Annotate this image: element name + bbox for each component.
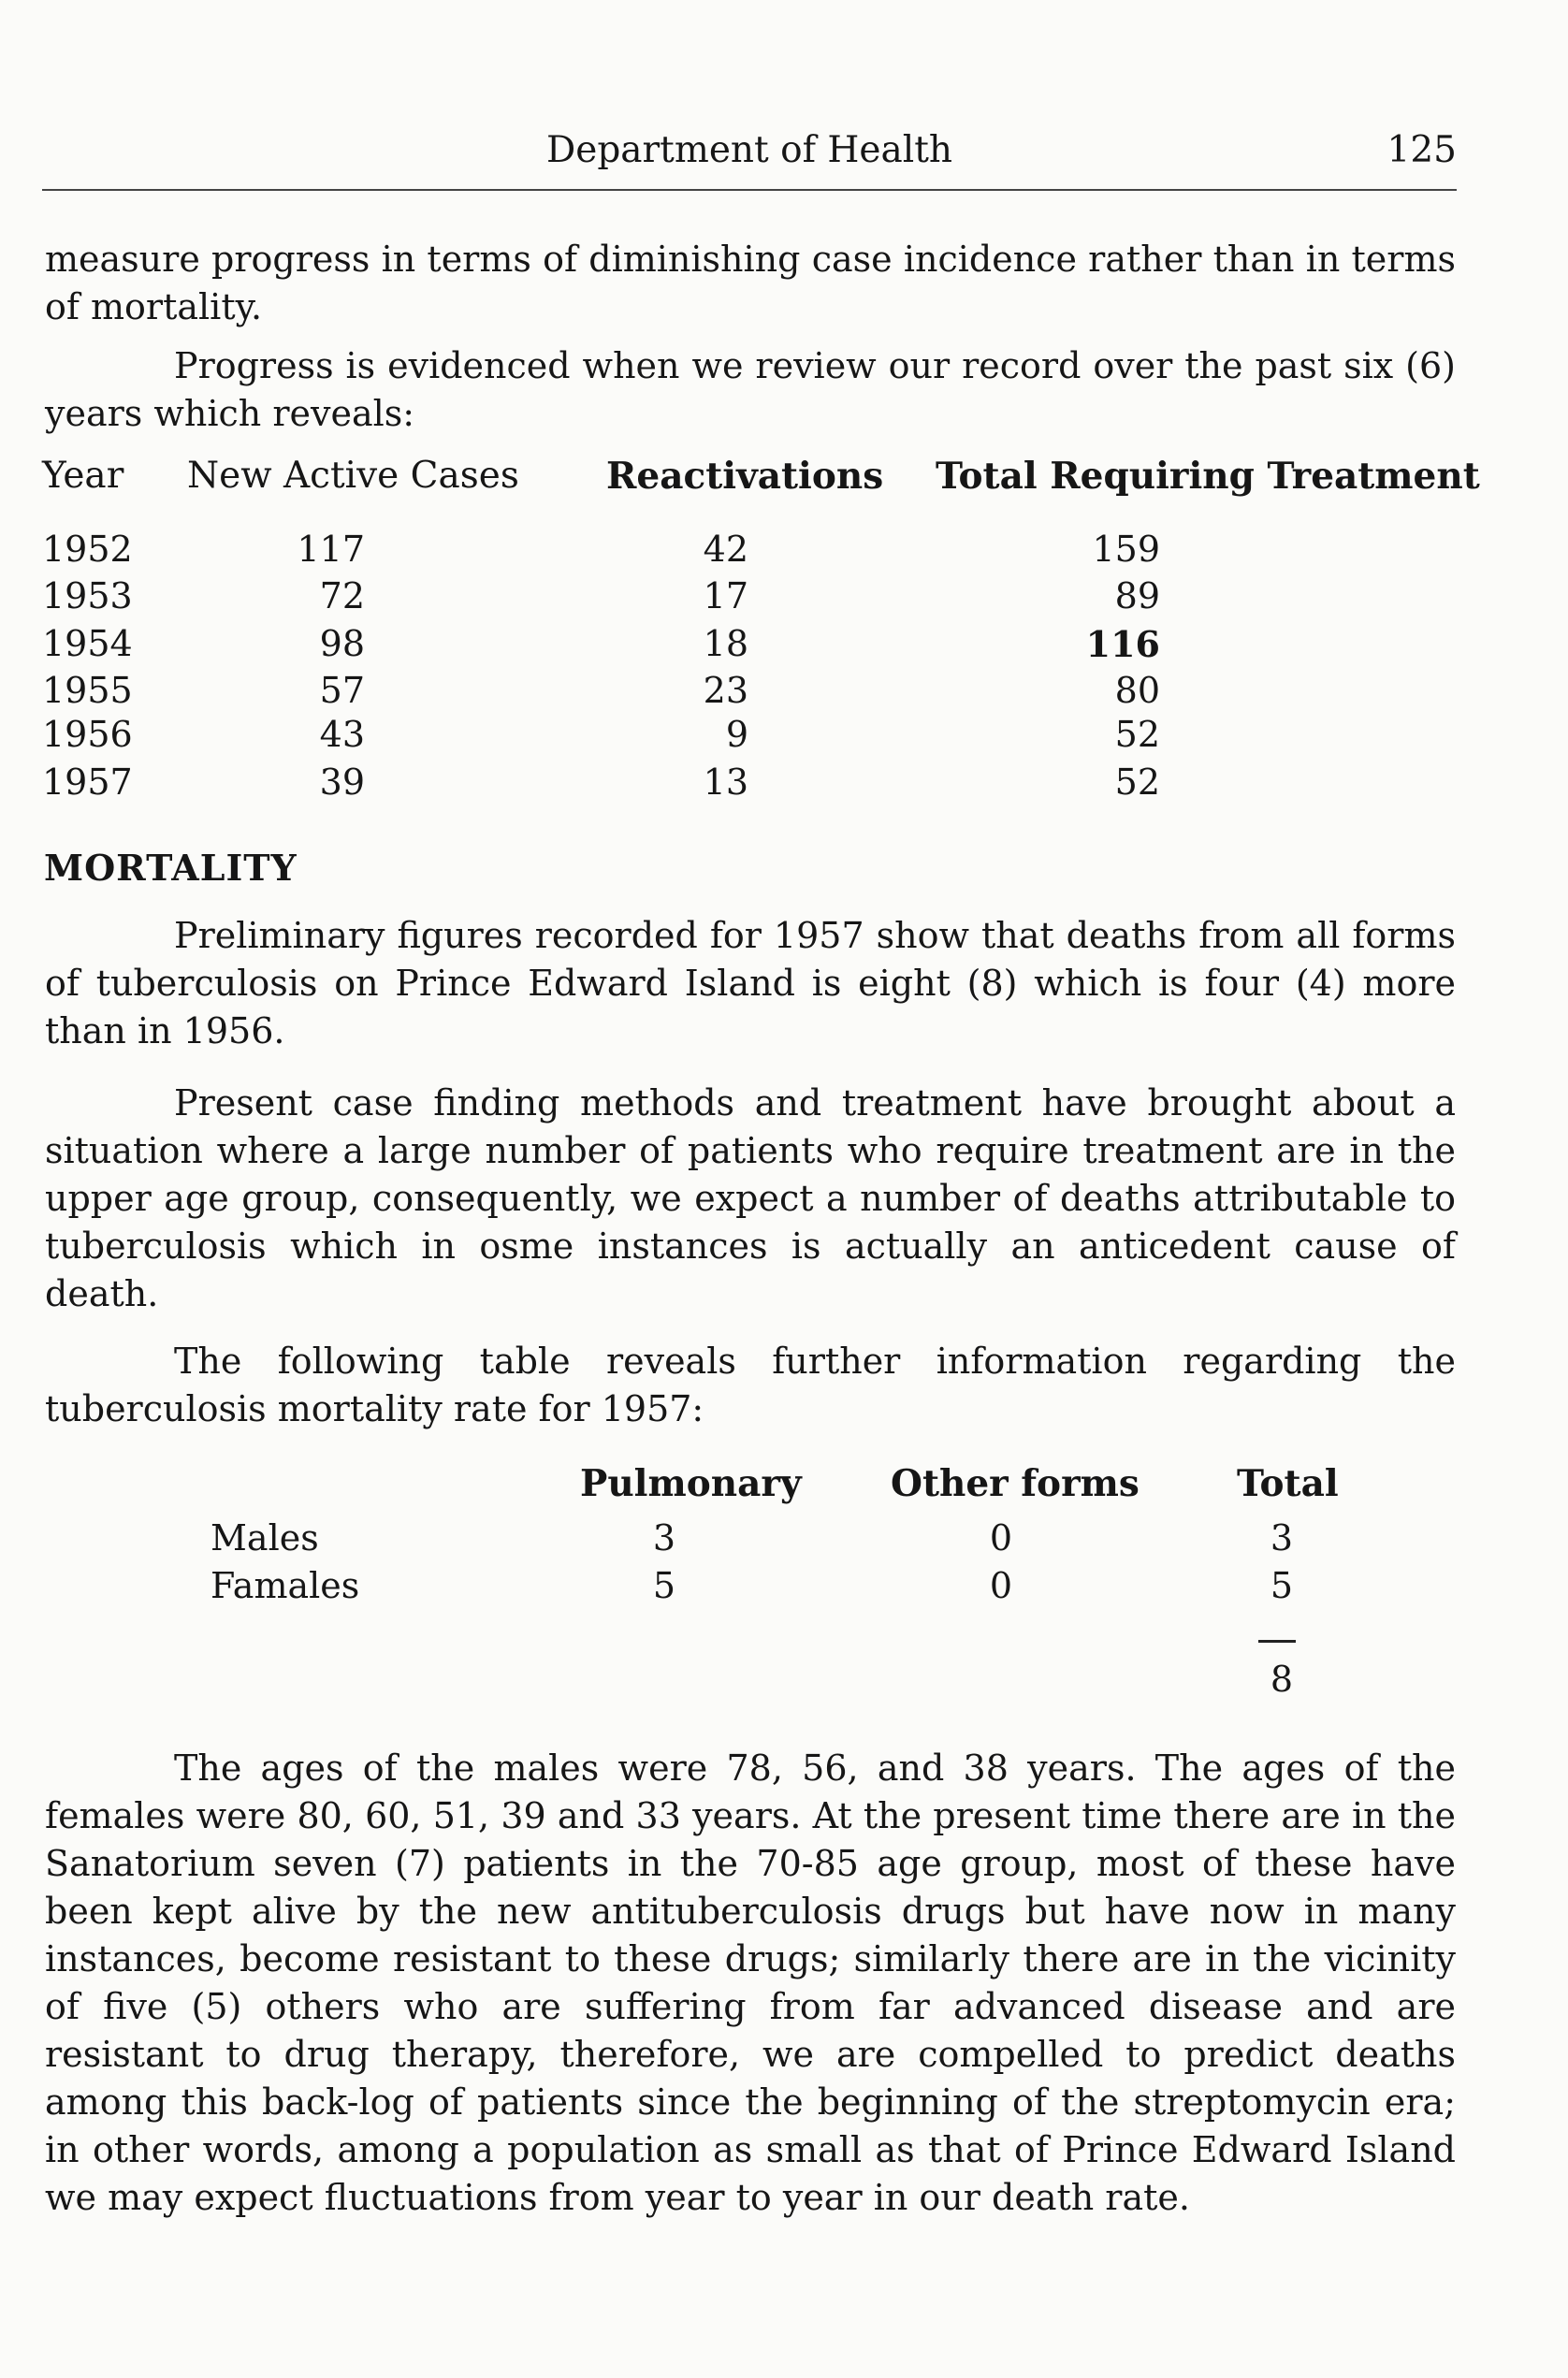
year-cell: 1956 bbox=[42, 714, 133, 755]
total-cell: 3 bbox=[1270, 1517, 1294, 1559]
year-cell: 1952 bbox=[42, 529, 133, 570]
pulmonary-cell: 3 bbox=[652, 1517, 676, 1559]
reactivations-cell: 18 bbox=[703, 623, 748, 664]
total-cell: 159 bbox=[1092, 529, 1160, 570]
mortality-paragraph-2: Present case finding methods and treatment have brought about a situation where a large number of patients who require treatment are in the upper age group, consequently, we expect a number of deaths attributable to tuberculosis which in osme instances is actually an anticedent cause of death. bbox=[45, 1082, 1456, 1314]
total-cell: 89 bbox=[1114, 575, 1160, 616]
reactivations-cell: 13 bbox=[703, 761, 748, 803]
pulmonary-cell: 5 bbox=[652, 1565, 676, 1606]
col-header-total: Total bbox=[1237, 1462, 1339, 1505]
new-active-cell: 39 bbox=[319, 761, 365, 803]
grand-total-cell: 8 bbox=[1270, 1659, 1294, 1700]
year-cell: 1957 bbox=[42, 761, 133, 803]
year-cell: 1953 bbox=[42, 575, 133, 616]
col-header-pulmonary: Pulmonary bbox=[580, 1462, 802, 1505]
reactivations-cell: 17 bbox=[703, 575, 748, 616]
mortality-heading: MORTALITY bbox=[44, 847, 298, 889]
new-active-cell: 57 bbox=[319, 670, 365, 711]
col-header-reactivations: Reactivations bbox=[606, 455, 884, 498]
page-number: 125 bbox=[1387, 129, 1457, 171]
total-cell: 52 bbox=[1114, 714, 1160, 755]
year-cell: 1954 bbox=[42, 623, 133, 664]
running-header bbox=[42, 129, 1457, 191]
other-forms-cell: 0 bbox=[989, 1517, 1013, 1559]
reactivations-cell: 23 bbox=[703, 670, 748, 711]
row-label: Males bbox=[211, 1517, 319, 1559]
running-title: Department of Health bbox=[545, 129, 953, 171]
col-header-year: Year bbox=[42, 455, 124, 497]
row-label: Famales bbox=[211, 1565, 360, 1606]
new-active-cell: 98 bbox=[319, 623, 365, 664]
sum-rule bbox=[1258, 1640, 1296, 1643]
total-cell: 52 bbox=[1114, 761, 1160, 803]
col-header-total: Total Requiring Treatment bbox=[936, 455, 1480, 498]
new-active-cell: 72 bbox=[319, 575, 365, 616]
col-header-other-forms: Other forms bbox=[891, 1462, 1140, 1505]
reactivations-cell: 9 bbox=[725, 714, 748, 755]
new-active-cell: 43 bbox=[319, 714, 365, 755]
other-forms-cell: 0 bbox=[989, 1565, 1013, 1606]
total-cell: 116 bbox=[1085, 623, 1160, 665]
progress-paragraph: Progress is evidenced when we review our record over the past six (6) years which reveals: bbox=[45, 345, 1456, 434]
col-header-new-active: New Active Cases bbox=[187, 455, 519, 497]
mortality-paragraph-1: Preliminary figures recorded for 1957 show that deaths from all forms of tuberculosis on Prince Edward Island is eight (8) which is four (4) more than in 1956. bbox=[45, 915, 1456, 1051]
total-cell: 80 bbox=[1114, 670, 1160, 711]
closing-paragraph: The ages of the males were 78, 56, and 38 years. The ages of the females were 80, 60, 51, 39 and 33 years. At the present time there are in the Sanatorium seven (7) patients in the 70-85 age group, most of these have been kept alive by the new antituberculosis drugs but have now in many instances, become resistant to these drugs; similarly there are in the vicinity of five (5) others who are suffering from far advanced disease and are resistant to drug therapy, therefore, we are compelled to predict deaths among this back-log of patients since the beginning of the streptomycin era; in other words, among a population as small as that of Prince Edward Island we may expect fluctuations from year to year in our death rate. bbox=[45, 1747, 1456, 2218]
total-cell: 5 bbox=[1270, 1565, 1294, 1606]
year-cell: 1955 bbox=[42, 670, 133, 711]
mortality-paragraph-3: The following table reveals further information regarding the tuberculosis mortality rate for 1957: bbox=[45, 1341, 1456, 1429]
reactivations-cell: 42 bbox=[703, 529, 748, 570]
new-active-cell: 117 bbox=[297, 529, 365, 570]
continuation-paragraph: measure progress in terms of diminishing case incidence rather than in terms of mortality. bbox=[45, 239, 1456, 327]
